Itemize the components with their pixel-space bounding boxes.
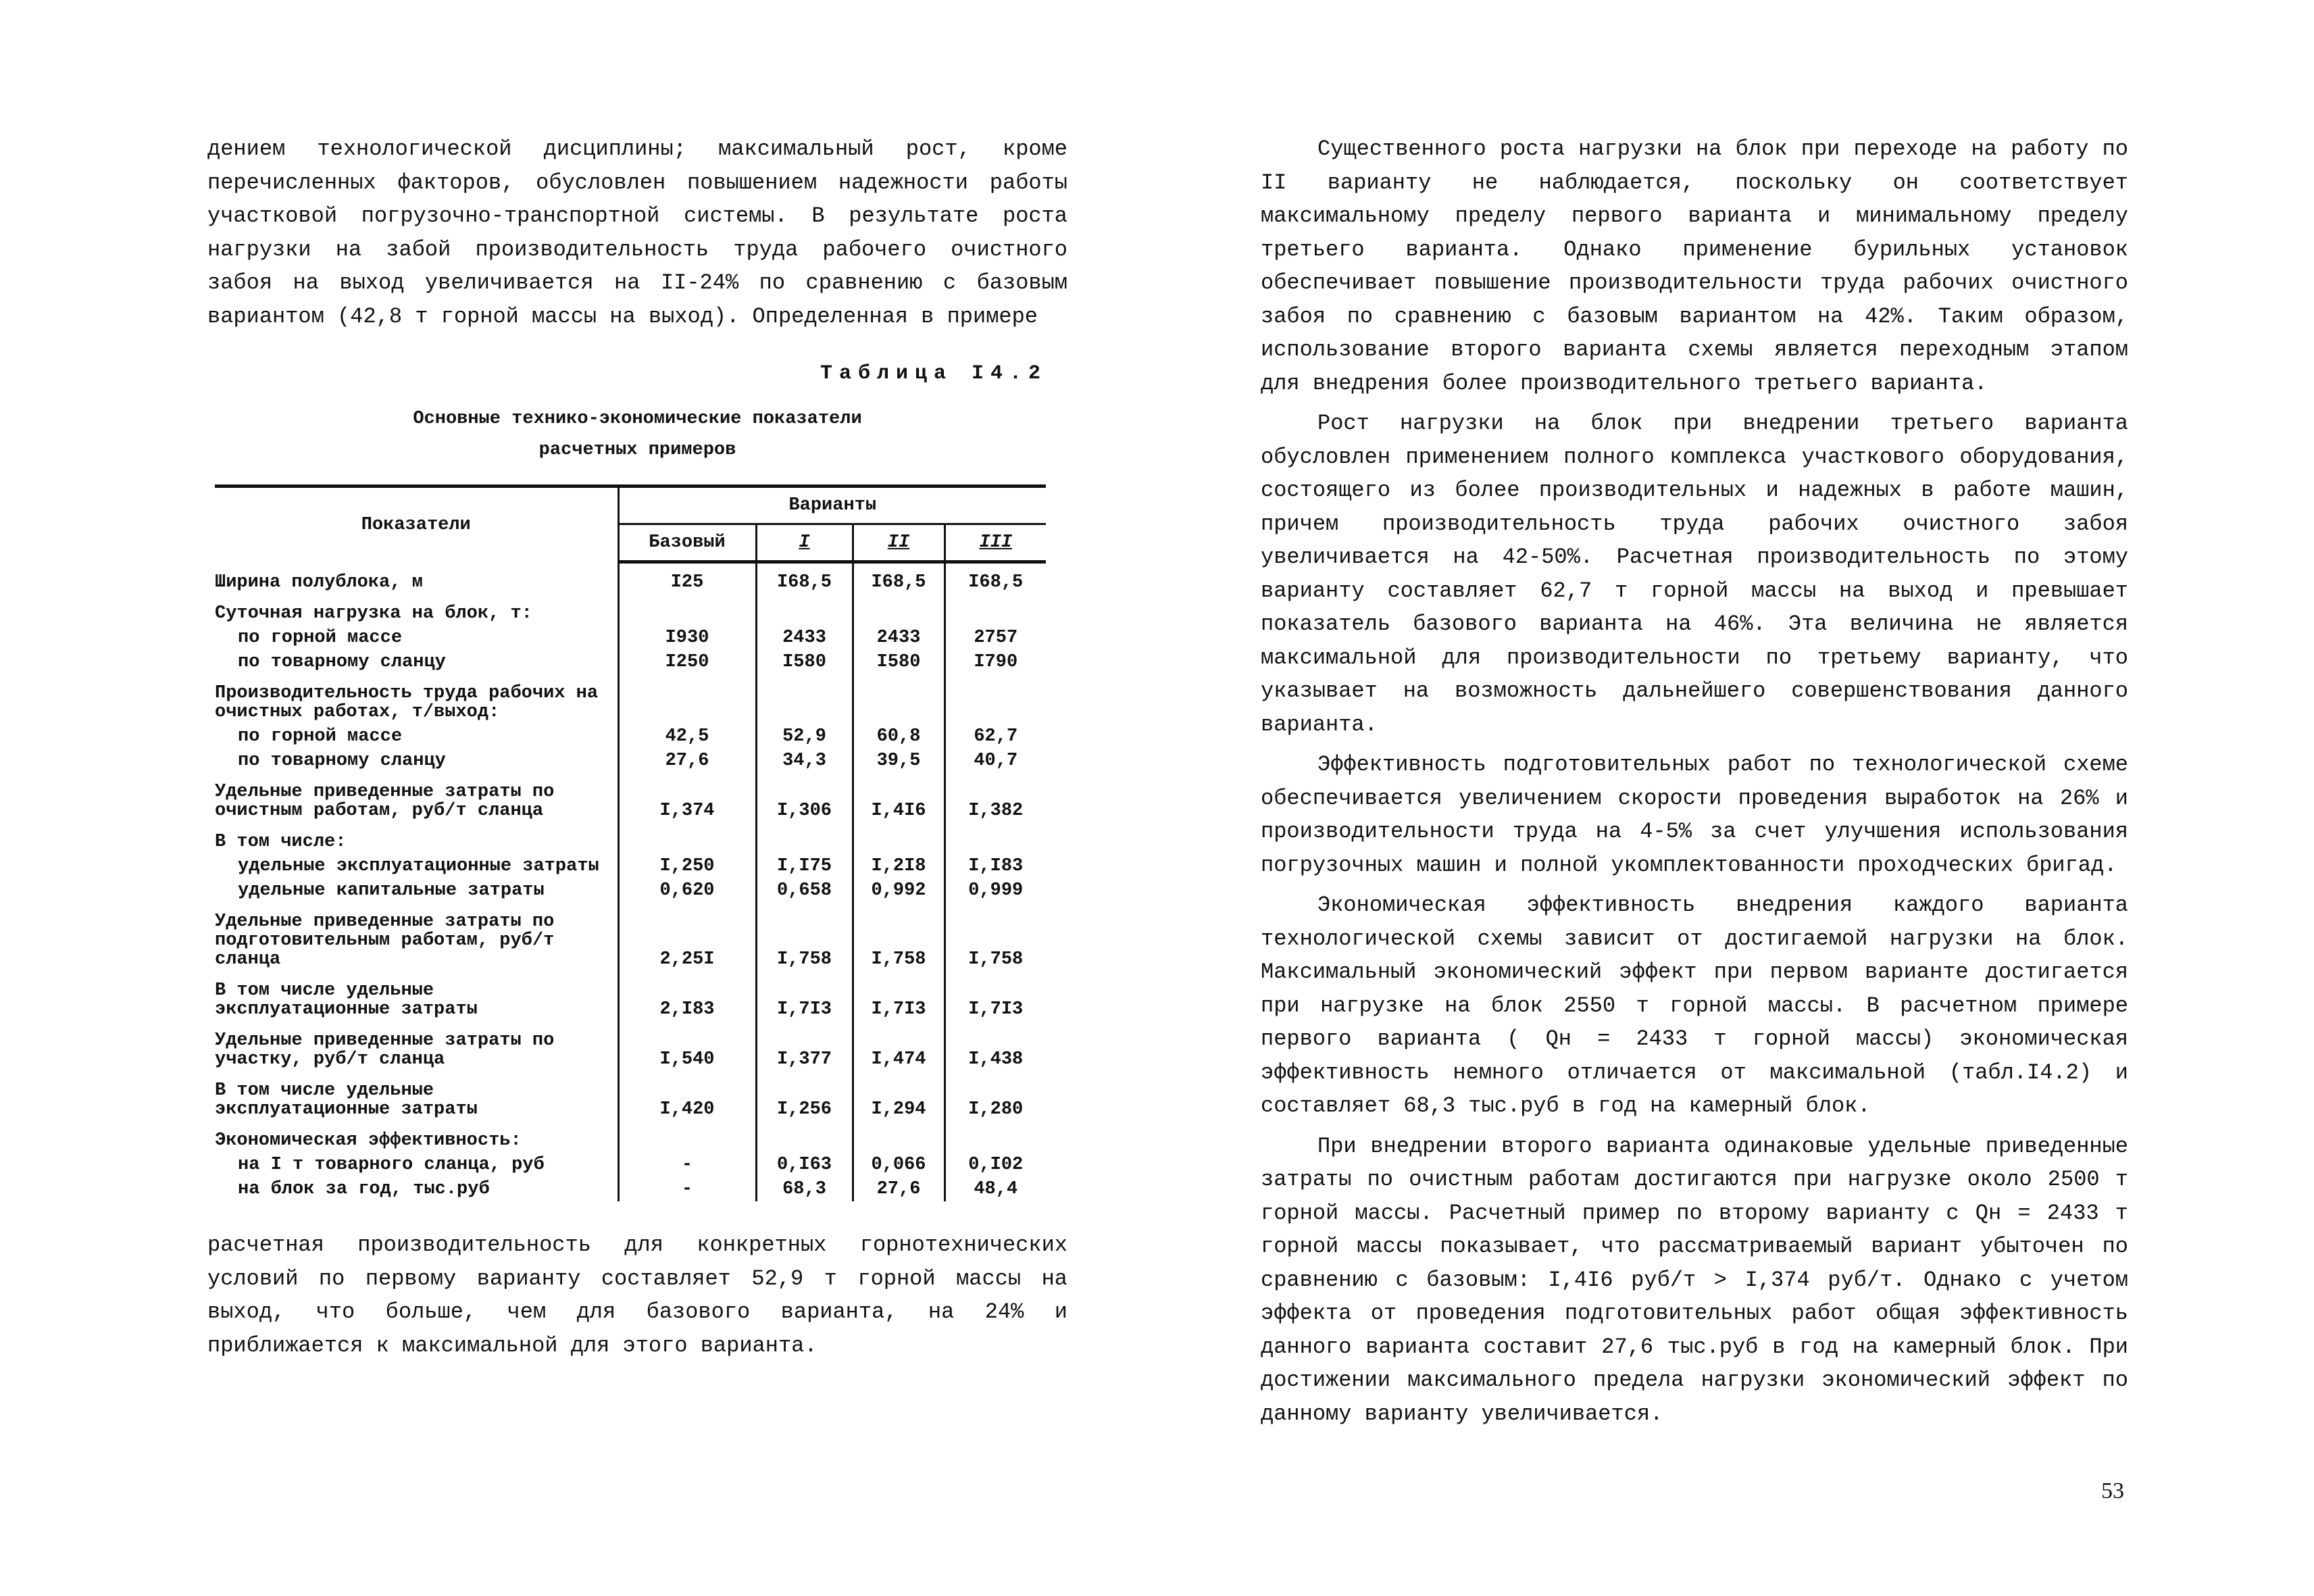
cell-value: 0,658 <box>756 878 853 903</box>
paragraph: Рост нагрузки на блок при внедрении третьего варианта обусловлен применением полного комплекса участкового оборудования, состоящего из более производительных и надежных в работе машин, причем производительность труда рабочих очистного забоя увеличивается на 42-50%. Расчетная производительность по этому варианту составляет 62,7 т горной массы на выход и превышает показатель базового варианта на 46%. Эта величина не является максимальной для производительности по третьему варианту, что указывает на возможность дальнейшего совершенствования данного варианта. <box>1261 411 2128 737</box>
cell-value: I,I75 <box>756 854 853 878</box>
cell-value: 42,5 <box>618 724 756 749</box>
cell-value: 2433 <box>853 626 945 650</box>
cell-value: 2433 <box>756 626 853 650</box>
row-label: Суточная нагрузка на блок, т: <box>215 603 532 624</box>
cell-value: I,2I8 <box>853 854 945 878</box>
row-label: В том числе удельные эксплуатационные затраты <box>215 1080 478 1120</box>
cell-value <box>618 1122 756 1153</box>
paragraph: При внедрении второго варианта одинаковые удельные приведенные затраты по очистным работам достигаются при нагрузке около 2500 т горной массы. Расчетный пример по второму варианту с Qн = 2433 т горной массы показывает, что рассматриваемый вариант убыточен по сравнению с базовым: I,4I6 руб/т > I,374 руб/т. Однако с учетом эффекта от проведения подготовительных работ общая эффективность данного варианта составит 27,6 тыс.руб в год на камерный блок. При достижении максимального предела нагрузки экономический эффект по данному варианту увеличивается. <box>1261 1133 2128 1426</box>
table-row <box>215 1177 1046 1201</box>
cell-value <box>618 595 756 626</box>
row-label: В том числе удельные эксплуатационные затраты <box>215 980 478 1020</box>
cell-value: 0,066 <box>853 1153 945 1177</box>
cell-value: 39,5 <box>853 749 945 773</box>
cell-value: I,I83 <box>945 854 1046 878</box>
row-label: Удельные приведенные затраты по подготовительным работам, руб/т сланца <box>215 912 555 970</box>
header-col-base: Базовый <box>618 524 756 562</box>
cell-value <box>756 674 853 724</box>
cell-value: I,4I6 <box>853 773 945 823</box>
row-label: Производительность труда рабочих на очистных работах, т/выход: <box>215 683 599 722</box>
page-number: 53 <box>2101 1478 2124 1503</box>
cell-value: 27,6 <box>618 749 756 773</box>
cell-value: I930 <box>618 626 756 650</box>
cell-value: 34,3 <box>756 749 853 773</box>
header-variants: Варианты <box>618 487 1046 524</box>
indicators-table <box>215 484 1046 1201</box>
cell-value: I68,5 <box>853 562 945 595</box>
cell-value: I,758 <box>945 903 1046 972</box>
cell-value: 0,992 <box>853 878 945 903</box>
table-row <box>215 1122 1046 1153</box>
row-label: Удельные приведенные затраты по очистным работам, руб/т сланца <box>215 782 555 821</box>
cell-value <box>853 674 945 724</box>
row-label: Ширина полублока, м <box>215 572 423 593</box>
table-row <box>215 773 1046 823</box>
cell-value <box>945 595 1046 626</box>
cell-value: 2,25I <box>618 903 756 972</box>
cell-value: 48,4 <box>945 1177 1046 1201</box>
cell-value <box>853 823 945 854</box>
table-row <box>215 674 1046 724</box>
cell-value: I,758 <box>853 903 945 972</box>
right-column <box>1261 132 2128 1430</box>
cell-value: I,256 <box>756 1072 853 1122</box>
cell-value: 60,8 <box>853 724 945 749</box>
cell-value: I,306 <box>756 773 853 823</box>
cell-value: I,420 <box>618 1072 756 1122</box>
row-label: по товарному сланцу <box>238 751 446 771</box>
table-row <box>215 562 1046 595</box>
cell-value: I,280 <box>945 1072 1046 1122</box>
cell-value: 0,I02 <box>945 1153 1046 1177</box>
row-label: Экономическая эффективность: <box>215 1130 522 1151</box>
cell-value: I68,5 <box>756 562 853 595</box>
cell-value: I580 <box>756 650 853 674</box>
table-row <box>215 972 1046 1022</box>
cell-value: I580 <box>853 650 945 674</box>
cell-value: I,7I3 <box>756 972 853 1022</box>
header-col-3: III <box>945 524 1046 562</box>
cell-value: I790 <box>945 650 1046 674</box>
cell-value: - <box>618 1177 756 1201</box>
row-label: Удельные приведенные затраты по участку, руб/т сланца <box>215 1030 555 1070</box>
cell-value: 0,620 <box>618 878 756 903</box>
table-row <box>215 595 1046 626</box>
cell-value: I,374 <box>618 773 756 823</box>
table-row <box>215 626 1046 650</box>
table-row <box>215 903 1046 972</box>
table-row <box>215 724 1046 749</box>
cell-value: 62,7 <box>945 724 1046 749</box>
cell-value <box>945 674 1046 724</box>
row-label: по товарному сланцу <box>238 652 446 672</box>
left-paragraph-bottom: расчетная производительность для конкретных горнотехнических условий по первому варианту составляет 52,9 т горной массы на выход, что больше, чем для базового варианта, на 24% и приближается к максимальной для этого варианта. <box>207 1232 1067 1358</box>
table-row <box>215 749 1046 773</box>
cell-value: I,540 <box>618 1022 756 1072</box>
cell-value: I,294 <box>853 1072 945 1122</box>
table-row <box>215 1072 1046 1122</box>
table-title-line2: расчетных примеров <box>538 440 736 460</box>
paragraph: Эффективность подготовительных работ по технологической схеме обеспечивается увеличением скорости проведения выработок на 26% и производительности труда на 4-5% за счет улучшения использования погрузочных машин и полной укомплектованности проходческих бригад. <box>1261 752 2128 878</box>
cell-value: - <box>618 1153 756 1177</box>
cell-value: I,382 <box>945 773 1046 823</box>
cell-value <box>945 1122 1046 1153</box>
cell-value <box>756 823 853 854</box>
row-label: В том числе: <box>215 832 347 852</box>
table-row <box>215 878 1046 903</box>
cell-value: I68,5 <box>945 562 1046 595</box>
cell-value: 52,9 <box>756 724 853 749</box>
header-col-1: I <box>756 524 853 562</box>
table-row <box>215 854 1046 878</box>
cell-value: I,250 <box>618 854 756 878</box>
table-title-line1: Основные технико-экономические показатели <box>413 409 862 429</box>
row-label: по горной массе <box>238 726 403 747</box>
cell-value: 2,I83 <box>618 972 756 1022</box>
left-column <box>207 132 1067 1362</box>
left-paragraph-top: дением технологической дисциплины; максимальный рост, кроме перечисленных факторов, обусловлен повышением надежности работы участковой погрузочно-транспортной системы. В результате роста нагрузки на забой производительность труда рабочего очистного забоя на выход увеличивается на II-24% по сравнению с базовым вариантом (42,8 т горной массы на выход). Определенная в примере <box>207 136 1067 329</box>
cell-value: I,377 <box>756 1022 853 1072</box>
cell-value: I,7I3 <box>853 972 945 1022</box>
cell-value <box>853 595 945 626</box>
row-label: удельные эксплуатационные затраты <box>238 856 599 876</box>
table-label: Таблица I4.2 <box>820 362 1047 385</box>
header-indicators: Показатели <box>215 487 618 562</box>
cell-value <box>756 1122 853 1153</box>
cell-value: 27,6 <box>853 1177 945 1201</box>
cell-value <box>756 595 853 626</box>
table-row <box>215 1022 1046 1072</box>
cell-value: I250 <box>618 650 756 674</box>
paragraph: Экономическая эффективность внедрения каждого варианта технологической схемы зависит от достигаемой нагрузки на блок. Максимальный экономический эффект при первом варианте достигается при нагрузке на блок 2550 т горной массы. В расчетном примере первого варианта ( Qн = 2433 т горной массы) экономическая эффективность немного отличается от максимальной (табл.I4.2) и составляет 68,3 тыс.руб в год на камерный блок. <box>1261 893 2128 1118</box>
row-label: на блок за год, тыс.руб <box>238 1179 490 1199</box>
row-label: по горной массе <box>238 628 403 648</box>
header-col-2: II <box>853 524 945 562</box>
cell-value: I,7I3 <box>945 972 1046 1022</box>
cell-value: I25 <box>618 562 756 595</box>
cell-value: I,438 <box>945 1022 1046 1072</box>
cell-value: 2757 <box>945 626 1046 650</box>
cell-value <box>945 823 1046 854</box>
table-row <box>215 823 1046 854</box>
cell-value: I,758 <box>756 903 853 972</box>
cell-value <box>853 1122 945 1153</box>
cell-value: 68,3 <box>756 1177 853 1201</box>
table-row <box>215 1153 1046 1177</box>
cell-value: 0,I63 <box>756 1153 853 1177</box>
table-row <box>215 650 1046 674</box>
paragraph: Существенного роста нагрузки на блок при переходе на работу по II варианту не наблюдается, поскольку он соответствует максимальному пределу первого варианта и минимальному пределу третьего варианта. Однако применение бурильных установок обеспечивает повышение производительности труда рабочих очистного забоя по сравнению с базовым вариантом на 42%. Таким образом, использование второго варианта схемы является переходным этапом для внедрения более производительного третьего варианта. <box>1261 136 2128 396</box>
cell-value: 40,7 <box>945 749 1046 773</box>
cell-value: 0,999 <box>945 878 1046 903</box>
cell-value <box>618 823 756 854</box>
cell-value: I,474 <box>853 1022 945 1072</box>
row-label: на I т товарного сланца, руб <box>238 1155 545 1175</box>
row-label: удельные капитальные затраты <box>238 880 545 901</box>
cell-value <box>618 674 756 724</box>
table-title <box>207 403 1067 466</box>
